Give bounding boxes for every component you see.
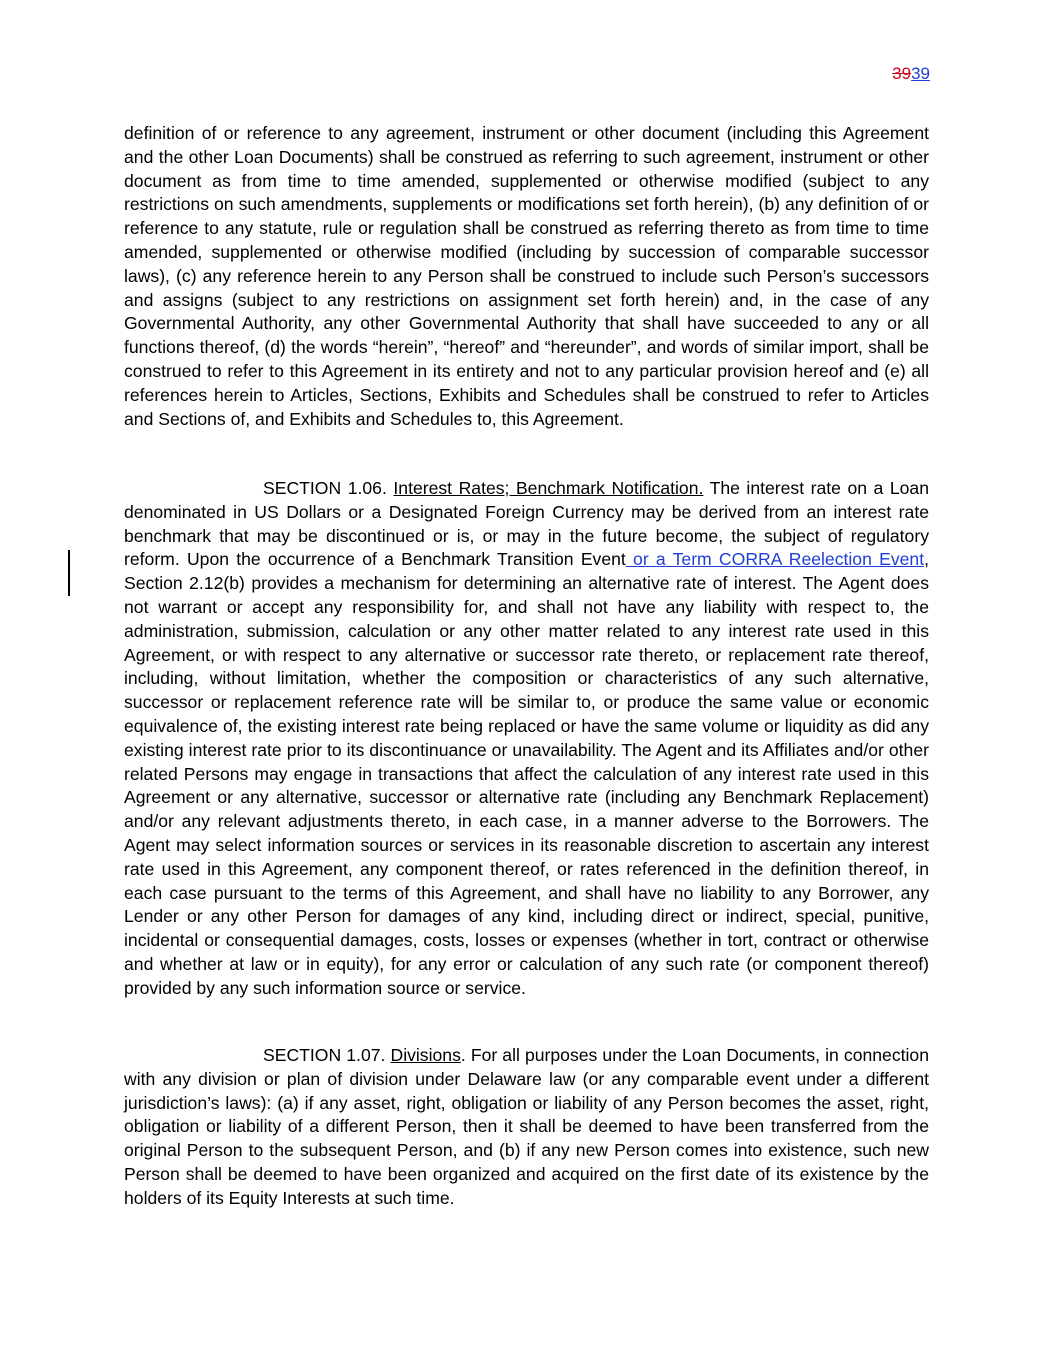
section-1-07-title: Divisions [390,1045,461,1065]
paragraph-definitions-continued [124,122,929,431]
section-1-06-text-b: , Section 2.12(b) provides a mechanism for determining an alternative rate of interest. The Agent does not warrant or accept any responsibility for, and shall not have any liability with respect to, the administration, submission, calculation or any other matter related to any interest rate used in this Agreement, or with respect to any alternative or successor rate thereto, or replacement rate thereof, including, without limitation, whether the composition or characteristics of any such alternative, successor or replacement reference rate will be similar to, or produce the same value or economic equivalence of, the existing interest rate being replaced or have the same volume or liquidity as did any existing interest rate prior to its discontinuance or unavailability. The Agent and its Affiliates and/or other related Persons may engage in transactions that affect the calculation of any interest rate used in this Agreement or any alternative, successor or alternative rate (including any Benchmark Replacement) and/or any relevant adjustments thereto, in each case, in a manner adverse to the Borrowers. The Agent may select information sources or services in its reasonable discretion to ascertain any interest rate used in this Agreement, any component thereof, or rates referenced in the definition thereof, in each case pursuant to the terms of this Agreement, and shall have no liability to any Borrower, any Lender or any other Person for damages of any kind, including direct or indirect, special, punitive, incidental or consequential damages, costs, losses or expenses (whether in tort, contract or otherwise and whether at law or in equity), for any error or calculation of any such rate (or component thereof) provided by any such information source or service. [124,549,929,998]
section-1-06-inserted-text: or a Term CORRA Reelection Event [625,549,925,570]
section-1-07-number: SECTION 1.07. [263,1045,386,1065]
section-1-06-title: Interest Rates; Benchmark Notification. [393,478,704,498]
page-number [892,64,930,84]
section-1-06 [124,477,929,1001]
paragraph-1-text: definition of or reference to any agreement, instrument or other document (including this Agreement and the other Loan Documents) shall be construed as referring to such agreement, instrument or other document as from time to time amended, supplemented or otherwise modified (subject to any restrictions on such amendments, supplements or modifications set forth herein), (b) any definition of or reference to any statute, rule or regulation shall be construed as referring thereto as from time to time amended, supplemented or otherwise modified (including by succession of comparable successor laws), (c) any reference herein to any Person shall be construed to include such Person’s successors and assigns (subject to any restrictions on assignment set forth herein) and, in the case of any Governmental Authority, any other Governmental Authority that shall have succeeded to any or all functions thereof, (d) the words “herein”, “hereof” and “hereunder”, and words of similar import, shall be construed to refer to this Agreement in its entirety and not to any particular provision hereof and (e) all references herein to Articles, Sections, Exhibits and Schedules shall be construed to refer to Articles and Sections of, and Exhibits and Schedules to, this Agreement. [124,123,929,429]
section-1-06-text-a: The interest rate on a Loan denominated in US Dollars or a Designated Foreign Currency may be derived from an interest rate benchmark that may be discontinued or is, or may in the future become, the subject of regulatory reform. Upon the occurrence of a Benchmark Transition Event [124,478,929,570]
section-1-06-number: SECTION 1.06. [263,478,387,498]
page-number-inserted: 39 [911,64,930,83]
section-1-07-text: . For all purposes under the Loan Documents, in connection with any division or plan of division under Delaware law (or any comparable event under a different jurisdiction’s laws): (a) if any asset, right, obligation or liability of any Person becomes the asset, right, obligation or liability of a different Person, then it shall be deemed to have been transferred from the original Person to the subsequent Person, and (b) if any new Person comes into existence, such new Person shall be deemed to have been organized and acquired on the first date of its existence by the holders of its Equity Interests at such time. [124,1045,929,1208]
section-1-07 [124,1044,929,1211]
change-bar [68,550,70,596]
page-number-deleted: 39 [892,64,912,83]
